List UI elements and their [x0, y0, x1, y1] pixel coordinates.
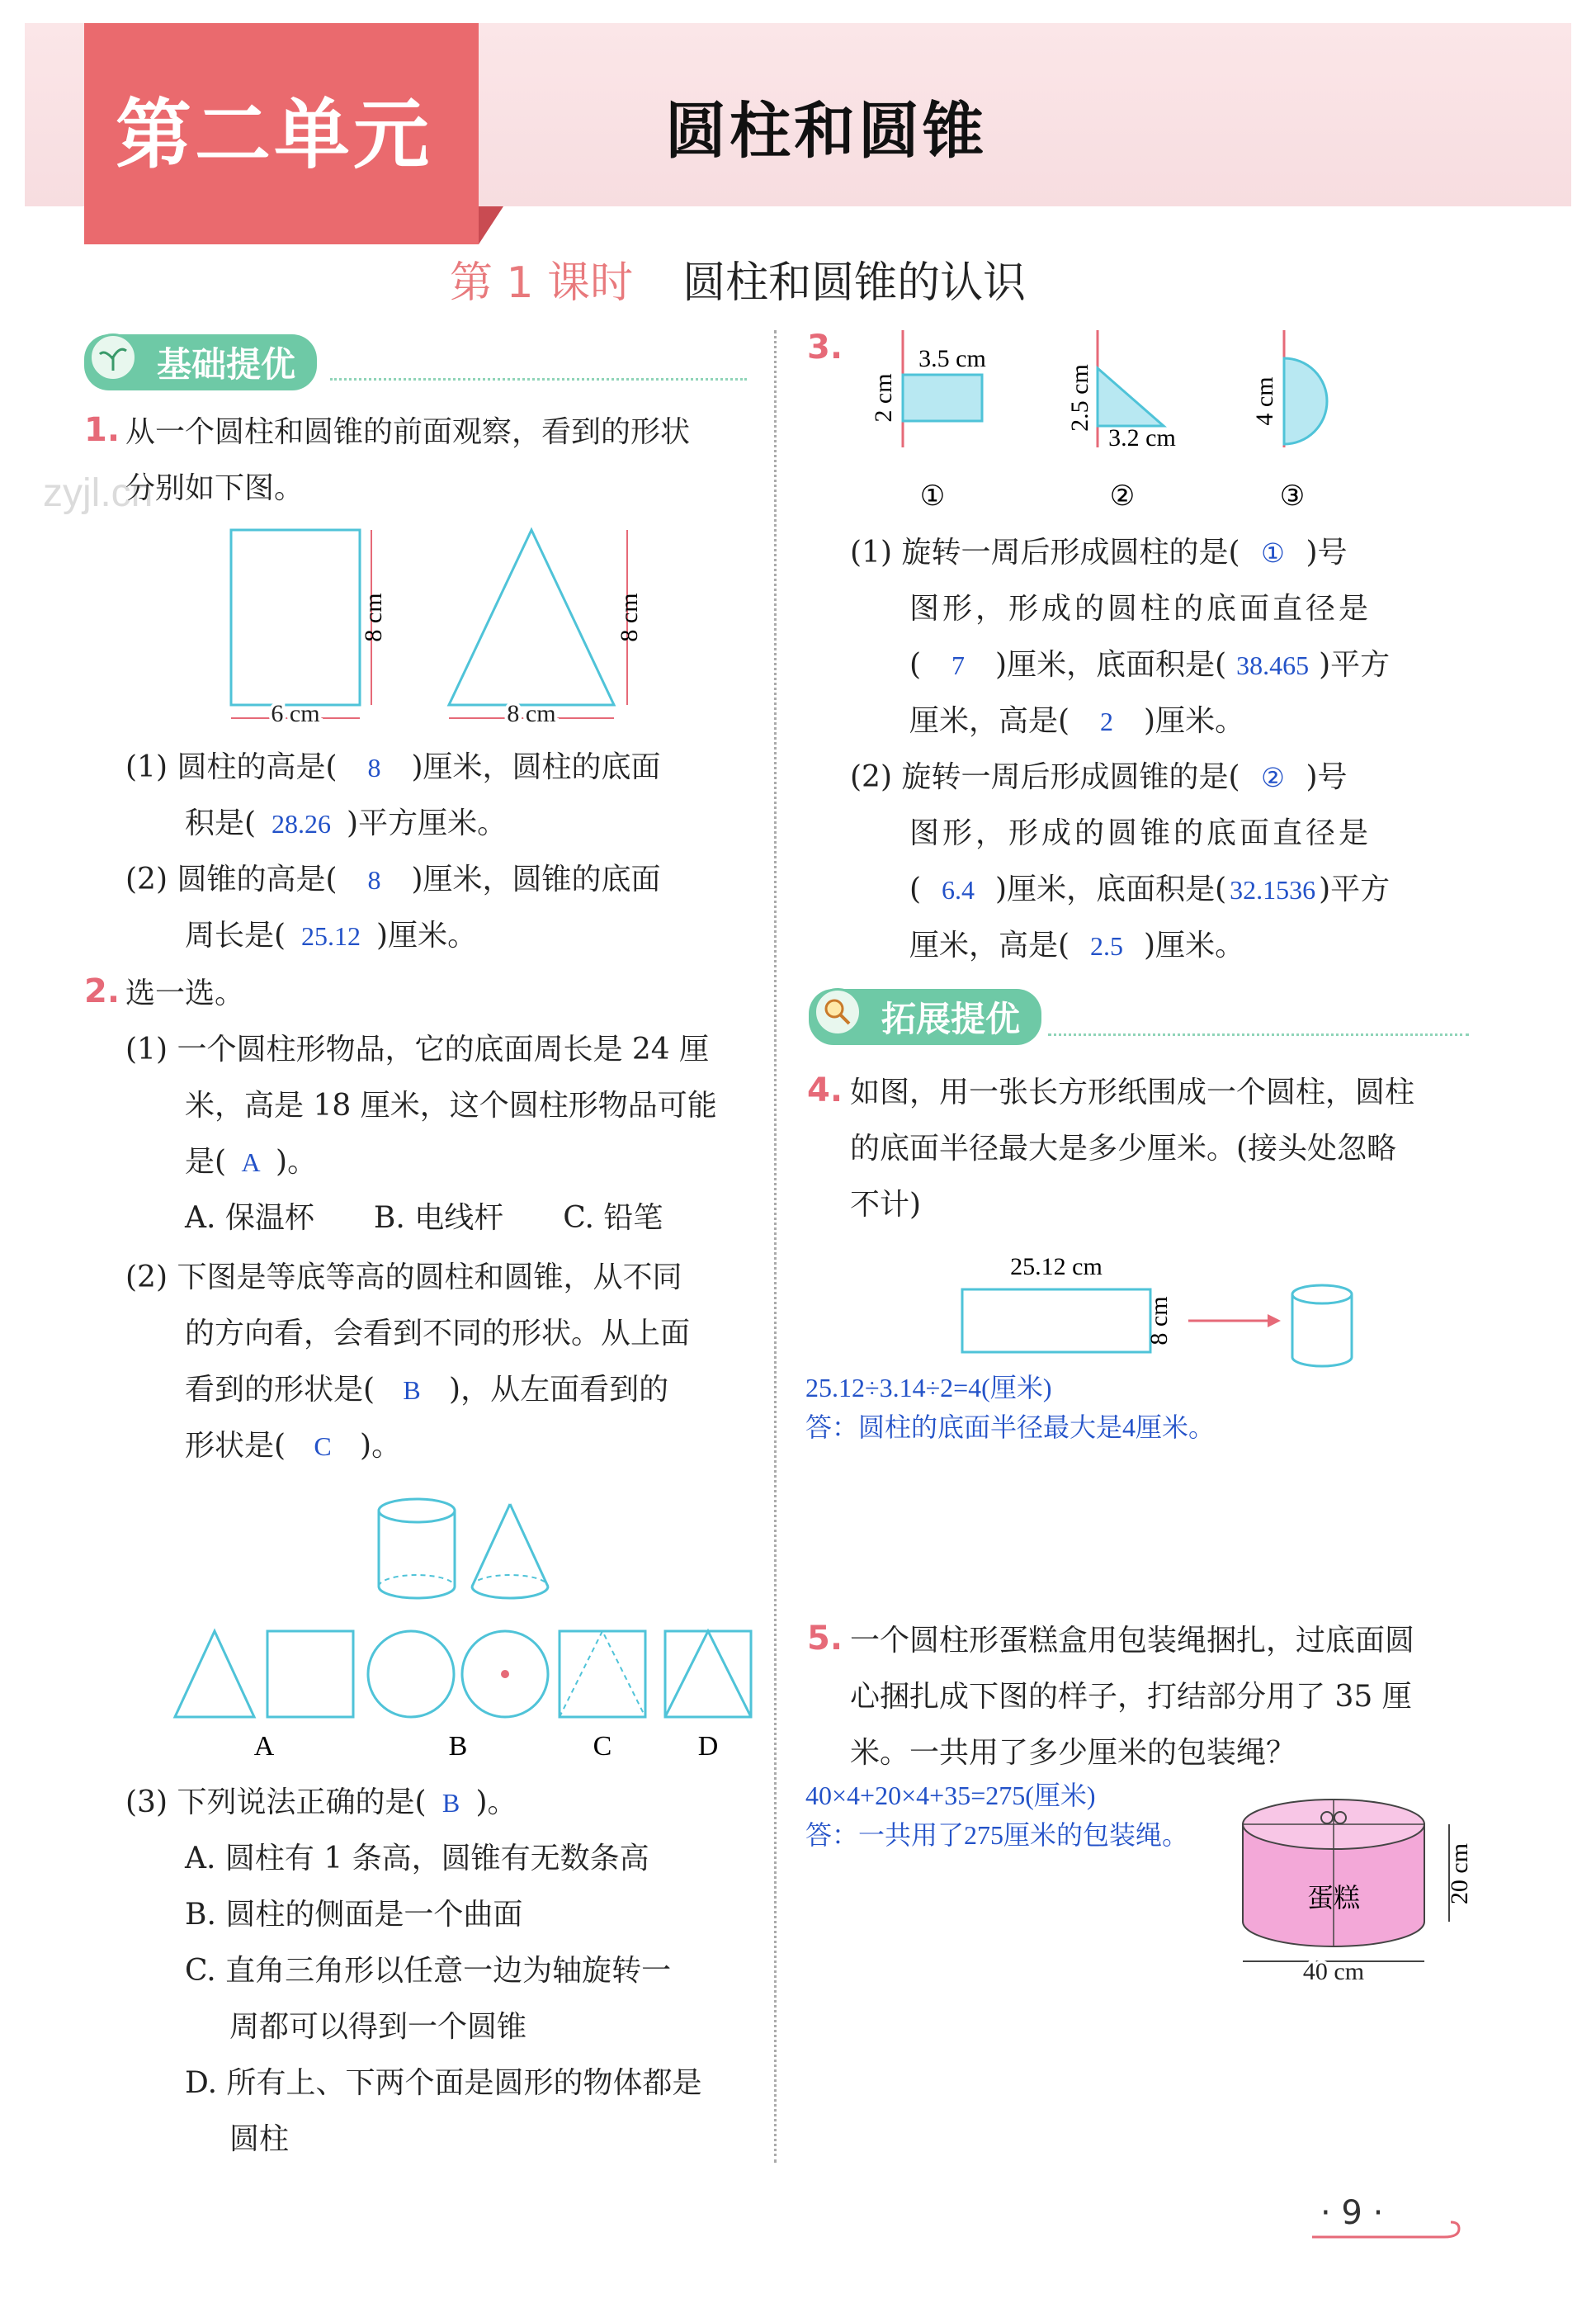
- q3-p2-text-e: )平方: [1319, 873, 1391, 906]
- unit-label: 第二单元: [116, 91, 433, 179]
- fig2-height-label: 2.5 cm: [1066, 364, 1093, 432]
- q2-p1-answer: A: [241, 1147, 261, 1177]
- q3-p2-answer3: 32.1536: [1230, 875, 1316, 905]
- q2-part2-line2: 的方向看，会看到不同的形状。从上面: [185, 1317, 691, 1350]
- q1-p1-answer1: 8: [367, 753, 381, 783]
- q4-width-label: 25.12 cm: [1010, 1253, 1103, 1280]
- q2-p3-option-c2: 周都可以得到一个圆锥: [229, 2010, 527, 2044]
- chapter-title: 圆柱和圆锥: [665, 96, 987, 167]
- q1-number: 1.: [84, 411, 120, 449]
- q4-arrow-head: [1268, 1314, 1281, 1327]
- q3-p2-text-d: )厘米，底面积是(: [995, 873, 1227, 906]
- q3-part1-line2: 图形，形成的圆柱的底面直径是: [909, 592, 1372, 626]
- option-a-triangle: [175, 1631, 254, 1717]
- fig-cylinder-top: [379, 1499, 455, 1522]
- q2-p3-option-d1: D. 所有上、下两个面是圆形的物体都是: [185, 2066, 702, 2100]
- q5-number: 5.: [807, 1620, 843, 1658]
- q3-p1-text-g: )厘米。: [1144, 704, 1245, 738]
- fig1-rect: [903, 375, 982, 421]
- section-rule: [1048, 1033, 1469, 1036]
- q1-p1-answer2: 28.26: [272, 809, 332, 839]
- q2-p2-text-b: )，从左面看到的: [449, 1373, 669, 1407]
- q2-p3-option-d2: 圆柱: [229, 2122, 290, 2156]
- label-b: B: [448, 1731, 468, 1762]
- q3-p1-text-d: )厘米，底面积是(: [995, 648, 1227, 682]
- q3-p2-text-g: )厘米。: [1144, 929, 1245, 962]
- q3-p1-text-b: )号: [1306, 536, 1348, 570]
- sprout-icon: [89, 333, 137, 381]
- section-basic: 基础提优: [84, 334, 317, 390]
- fig-cylinder-bottom-back: [379, 1575, 455, 1587]
- q2-part1-options: A. 保温杯 B. 电线杆 C. 铅笔: [185, 1201, 663, 1235]
- q1-p2-text-c: 周长是(: [185, 919, 286, 953]
- q3-p1-answer2: 7: [951, 650, 966, 680]
- q3-p1-text-c: (: [909, 648, 922, 682]
- cone-front-triangle: [449, 530, 614, 705]
- q2-p1-text-a: 是(: [185, 1145, 227, 1179]
- q3-p2-answer4: 2.5: [1090, 931, 1124, 961]
- q1-p1-text-d: )平方厘米。: [347, 806, 508, 840]
- q1-part2-line2: [185, 908, 477, 964]
- q3-p1-text-f: 厘米，高是(: [909, 704, 1070, 738]
- q3-p1-answer1: ①: [1261, 538, 1285, 568]
- q3-part1-line1: [850, 525, 1348, 581]
- q3-p2-answer2: 6.4: [942, 875, 975, 905]
- q4-figure: [949, 1246, 1378, 1370]
- q3-part1-line4: [909, 693, 1244, 750]
- q1-p1-text-a: (1) 圆柱的高是(: [125, 750, 338, 784]
- q3-p1-text-e: )平方: [1319, 648, 1391, 682]
- q2-p2-text-d: )。: [360, 1429, 402, 1463]
- fig-cone-base-back: [472, 1575, 548, 1587]
- q4-answer: 答：圆柱的底面半径最大是4厘米。: [805, 1412, 1216, 1442]
- tri-height-label: 8 cm: [616, 593, 643, 642]
- q3-p2-text-b: )号: [1306, 760, 1348, 794]
- fig1-width-label: 3.5 cm: [918, 345, 986, 372]
- q2-stem: 选一选。: [125, 977, 245, 1010]
- q5-figure: [1230, 1791, 1485, 1989]
- option-d-square: [665, 1631, 751, 1717]
- fig2-width-label: 3.2 cm: [1108, 424, 1176, 452]
- q2-p3-text-b: )。: [475, 1785, 517, 1819]
- option-c-dashed-triangle: [560, 1631, 645, 1717]
- q1-part2-line1: [125, 852, 661, 908]
- q3-part2-line2: 图形，形成的圆锥的底面直径是: [909, 816, 1372, 850]
- q1-p2-text-a: (2) 圆锥的高是(: [125, 863, 338, 896]
- q1-p2-answer1: 8: [367, 865, 381, 895]
- q5-calculation: 40×4+20×4+35=275(厘米): [805, 1781, 1096, 1810]
- q5-line1: 一个圆柱形蛋糕盒用包装绳捆扎，过底面圆: [850, 1624, 1415, 1658]
- label-d: D: [697, 1731, 719, 1762]
- q3-part1-line3: [909, 637, 1390, 693]
- section-extend: 拓展提优: [809, 989, 1041, 1045]
- q4-line1: 如图，用一张长方形纸围成一个圆柱，圆柱: [850, 1076, 1415, 1109]
- label-a: A: [253, 1731, 275, 1762]
- fig2-triangle: [1098, 368, 1164, 426]
- q2-part1-line1: (1) 一个圆柱形物品，它的底面周长是 24 厘: [125, 1033, 710, 1067]
- fig-cone-base-front: [472, 1587, 548, 1598]
- fig-cone-right: [510, 1504, 548, 1587]
- q3-part2-line3: [909, 862, 1390, 918]
- q2-p1-text-b: )。: [276, 1145, 318, 1179]
- option-c-center-dot: [501, 1670, 509, 1678]
- q2-p3-option-b: B. 圆柱的侧面是一个曲面: [185, 1898, 523, 1932]
- option-c-square: [560, 1631, 645, 1717]
- cylinder-front-rect: [231, 530, 360, 705]
- q1-p1-text-c: 积是(: [185, 806, 257, 840]
- q4-line2: 的底面半径最大是多少厘米。(接头处忽略: [850, 1132, 1397, 1166]
- q4-paper-rect: [962, 1289, 1150, 1352]
- fig2-number: ②: [1109, 481, 1136, 512]
- rect-width-label: 6 cm: [271, 700, 320, 727]
- q4-calculation: 25.12÷3.14÷2=4(厘米): [805, 1373, 1052, 1402]
- q3-part2-line4: [909, 918, 1244, 974]
- q4-height-label: 8 cm: [1145, 1296, 1173, 1346]
- option-b-circle: [368, 1631, 454, 1717]
- cake-diameter-label: 40 cm: [1302, 1958, 1365, 1985]
- cake-label: 蛋糕: [1306, 1883, 1361, 1913]
- fig3-semicircle: [1284, 358, 1327, 444]
- q2-p3-answer: B: [441, 1788, 460, 1818]
- option-d-triangle: [665, 1631, 751, 1717]
- q2-part2-line1: (2) 下图是等底等高的圆柱和圆锥，从不同: [125, 1260, 682, 1294]
- q2-number: 2.: [84, 972, 120, 1010]
- q1-p2-text-d: )厘米。: [376, 919, 478, 953]
- lesson-heading: [450, 248, 1026, 310]
- fig-cylinder-bottom-front: [379, 1587, 455, 1598]
- page-number: · 9 ·: [1320, 2194, 1384, 2232]
- q3-p2-text-f: 厘米，高是(: [909, 929, 1070, 962]
- fig1-height-label: 2 cm: [870, 373, 897, 423]
- cake-height-label: 20 cm: [1446, 1842, 1473, 1905]
- q2-part1-line2: 米，高是 18 厘米，这个圆柱形物品可能: [185, 1089, 717, 1123]
- fig3-height-label: 4 cm: [1251, 376, 1278, 426]
- q1-p2-text-b: )厘米，圆锥的底面: [411, 863, 661, 896]
- q2-p3-option-a: A. 圆柱有 1 条高，圆锥有无数条高: [185, 1842, 649, 1875]
- q4-cylinder-top: [1292, 1285, 1352, 1303]
- option-b-square: [267, 1631, 353, 1717]
- q3-figure: [866, 322, 1362, 520]
- q3-p2-text-a: (2) 旋转一周后形成圆锥的是(: [850, 760, 1240, 794]
- q2-p3-text-a: (3) 下列说法正确的是(: [125, 1785, 427, 1819]
- page-number-underline: [1312, 2221, 1477, 2245]
- q4-cylinder-bottom: [1292, 1357, 1352, 1366]
- q2-part3-line: [125, 1775, 517, 1831]
- q1-stem-line2: 分别如下图。: [125, 471, 305, 505]
- fig3-number: ③: [1279, 481, 1306, 512]
- q5-answer: 答：一共用了275厘米的包装绳。: [805, 1820, 1189, 1850]
- lesson-name: 圆柱和圆锥的认识: [682, 258, 1027, 308]
- q3-p1-answer4: 2: [1100, 707, 1114, 736]
- tri-width-label: 8 cm: [507, 700, 556, 727]
- q2-p2-answer1: B: [403, 1375, 421, 1405]
- q3-part2-line1: [850, 750, 1348, 806]
- q2-figure: [165, 1486, 759, 1766]
- fig1-number: ①: [919, 481, 946, 512]
- q1-p1-text-b: )厘米，圆柱的底面: [411, 750, 661, 784]
- q1-part1-line1: [125, 740, 661, 796]
- column-divider: [774, 330, 777, 2163]
- q2-p3-option-c1: C. 直角三角形以任意一边为轴旋转一: [185, 1954, 672, 1988]
- q1-stem-line1: 从一个圆柱和圆锥的前面观察，看到的形状: [125, 415, 691, 449]
- q5-line2: 心捆扎成下图的样子，打结部分用了 35 厘: [850, 1680, 1412, 1714]
- q4-line3: 不计): [850, 1188, 922, 1222]
- q1-p2-answer2: 25.12: [301, 921, 361, 951]
- q3-p2-answer1: ②: [1261, 763, 1285, 792]
- q3-p1-text-a: (1) 旋转一周后形成圆柱的是(: [850, 536, 1240, 570]
- q1-part1-line2: [185, 796, 507, 852]
- q4-number: 4.: [807, 1071, 843, 1109]
- rect-height-label: 8 cm: [360, 593, 387, 642]
- magnifier-icon: [814, 988, 862, 1036]
- fig-cone-left: [472, 1504, 510, 1587]
- q5-line3: 米。一共用了多少厘米的包装绳？: [850, 1736, 1296, 1770]
- q2-p2-text-c: 形状是(: [185, 1429, 286, 1463]
- q2-part2-line3: [185, 1362, 668, 1418]
- label-c: C: [593, 1731, 612, 1762]
- q1-figure: [215, 520, 660, 743]
- watermark: zyjl.cn: [43, 471, 153, 515]
- unit-badge-fold: [479, 206, 503, 244]
- q2-part1-line3: [185, 1134, 317, 1190]
- section-rule: [330, 378, 747, 381]
- q2-p2-text-a: 看到的形状是(: [185, 1373, 375, 1407]
- q2-part2-line4: [185, 1418, 401, 1474]
- q3-number: 3.: [807, 329, 843, 367]
- q3-p2-text-c: (: [909, 873, 922, 906]
- lesson-number: 第 1 课时: [450, 258, 634, 308]
- q2-p2-answer2: C: [314, 1431, 332, 1461]
- q3-p1-answer3: 38.465: [1236, 650, 1310, 680]
